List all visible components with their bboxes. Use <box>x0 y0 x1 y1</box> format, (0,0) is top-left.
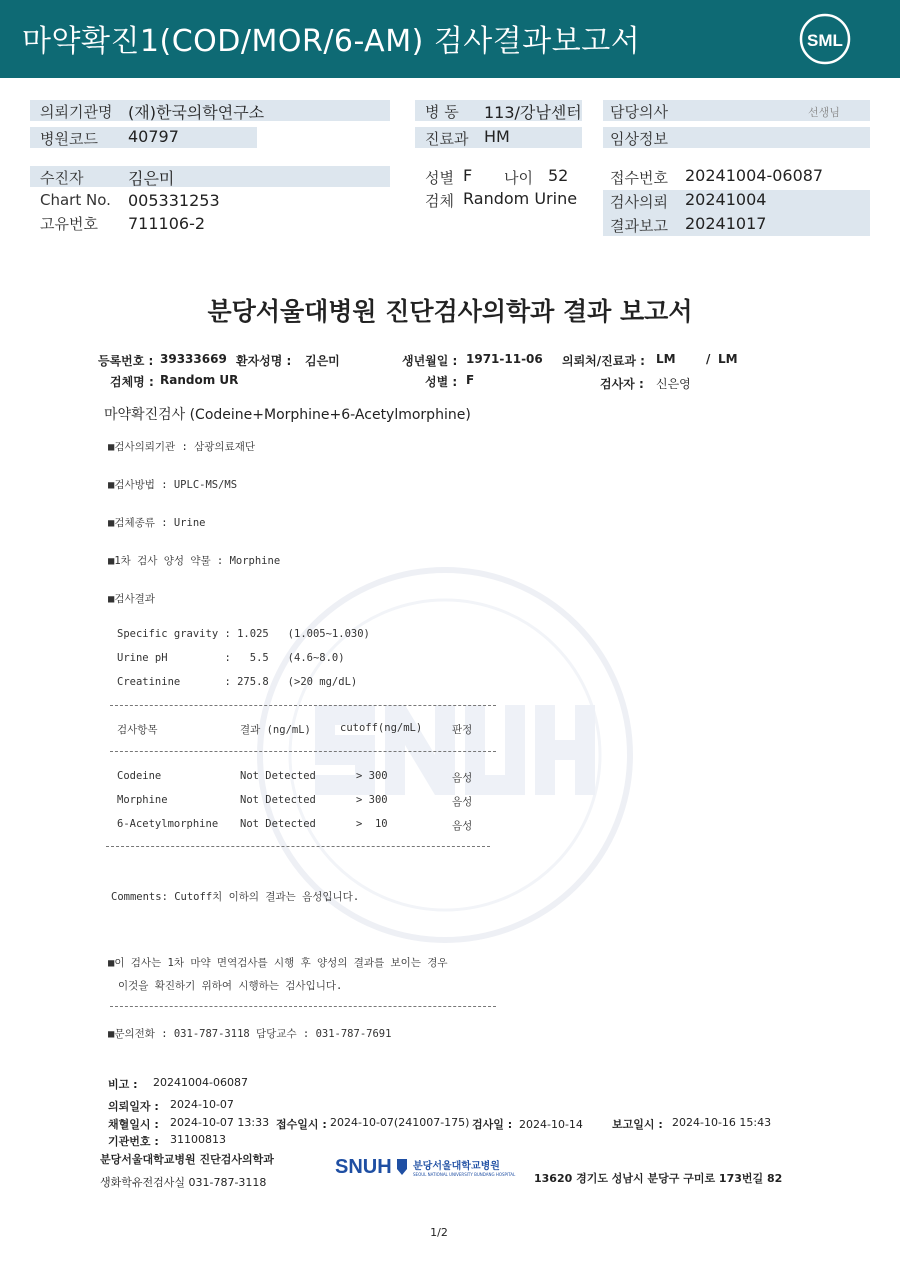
department-value: HM <box>484 127 510 146</box>
doctor-suffix: 선생님 <box>808 106 840 119</box>
table-row-result: Not Detected <box>240 770 316 782</box>
divider <box>106 846 490 847</box>
divider <box>110 705 496 706</box>
line-method: ■검사방법 : UPLC-MS/MS <box>108 479 238 491</box>
table-row-result: Not Detected <box>240 794 316 806</box>
snuh-name: 분당서울대학교병원 <box>413 1161 500 1172</box>
test-name: 마약확진검사 (Codeine+Morphine+6-Acetylmorphine) <box>104 407 471 423</box>
examiner-value: 신은영 <box>656 377 691 391</box>
table-row-judge: 음성 <box>452 796 473 808</box>
col-judge-header: 판정 <box>452 724 473 736</box>
institution-label: 의뢰기관명 <box>40 103 113 121</box>
col-result-header: 결과 (ng/mL) <box>240 724 311 736</box>
line-creatinine: Creatinine : 275.8 (>20 mg/dL) <box>117 676 358 688</box>
report-time-label: 보고일시 : <box>612 1118 663 1131</box>
dept-value-2: LM <box>718 352 738 366</box>
divider <box>110 1006 496 1007</box>
note-line-2: 이것을 확진하기 위하여 시행하는 검사입니다. <box>118 980 343 992</box>
sml-logo-text: SML <box>807 31 843 50</box>
dept-value-1: LM <box>656 352 676 366</box>
specimen-name-label: 검체명 : <box>110 375 154 389</box>
divider <box>110 751 496 752</box>
specimen-name-value: Random UR <box>160 373 239 387</box>
table-row-result: Not Detected <box>240 818 316 830</box>
hospital-seal-watermark <box>255 565 635 945</box>
table-row-judge: 음성 <box>452 820 473 832</box>
inst-no-label: 기관번호 : <box>108 1135 159 1148</box>
address: 13620 경기도 성남시 분당구 구미로 173번길 82 <box>534 1172 783 1185</box>
specimen-label: 검체 <box>425 192 454 210</box>
report-time-value: 2024-10-16 15:43 <box>672 1116 772 1129</box>
col-item-header: 검사항목 <box>117 724 158 736</box>
snuh-logo <box>335 1156 516 1184</box>
chart-value: 005331253 <box>128 191 220 210</box>
comments: Comments: Cutoff치 이하의 결과는 음성입니다. <box>111 891 360 903</box>
dept-label: 의뢰처/진료과 : <box>562 354 645 368</box>
doctor-label: 담당의사 <box>610 103 668 121</box>
unique-value: 711106-2 <box>128 214 206 233</box>
lab-phone: 생화학유전검사실 031-787-3118 <box>100 1176 267 1189</box>
hospital-code-label: 병원코드 <box>40 130 98 148</box>
reg-no-label: 등록번호 : <box>98 354 154 368</box>
collect-label: 채혈일시 : <box>108 1118 159 1131</box>
table-row-cutoff: > 10 <box>356 818 388 830</box>
remark-label: 비고 : <box>108 1078 138 1091</box>
remark-value: 20241004-06087 <box>153 1076 248 1089</box>
clinical-label: 임상정보 <box>610 130 668 148</box>
shield-icon <box>396 1158 408 1176</box>
collect-value: 2024-10-07 13:33 <box>170 1116 270 1129</box>
table-row-judge: 음성 <box>452 772 473 784</box>
contact-line: ■문의전화 : 031-787-3118 담당교수 : 031-787-7691 <box>108 1028 392 1040</box>
sex-label: 성별 <box>425 169 454 187</box>
dob-label: 생년월일 : <box>402 354 458 368</box>
line-result-heading: ■검사결과 <box>108 593 155 605</box>
specimen-value: Random Urine <box>463 189 578 208</box>
table-row-cutoff: > 300 <box>356 794 388 806</box>
col-cutoff-header: cutoff(ng/mL) <box>340 722 423 734</box>
report-date-label: 결과보고 <box>610 217 668 235</box>
receipt-label: 접수번호 <box>610 169 668 187</box>
ward-value: 113/강남센터 <box>484 103 582 122</box>
examiner-label: 검사자 : <box>600 377 644 391</box>
department-label: 진료과 <box>425 130 469 148</box>
table-row-item: 6-Acetylmorphine <box>117 818 219 830</box>
receive-label: 접수일시 : <box>276 1118 327 1131</box>
receive-value: 2024-10-07(241007-175) <box>330 1116 470 1129</box>
dept-separator: / <box>706 352 711 366</box>
table-row-cutoff: > 300 <box>356 770 388 782</box>
patient-label: 수진자 <box>40 169 84 187</box>
table-row-item: Morphine <box>117 794 168 806</box>
chart-label: Chart No. <box>40 191 111 209</box>
line-specific-gravity: Specific gravity : 1.025 (1.005~1.030) <box>117 628 370 640</box>
hospital-code-value: 40797 <box>128 127 179 146</box>
age-label: 나이 <box>504 169 533 187</box>
patient-name-label: 환자성명 : <box>236 354 292 368</box>
sml-logo <box>798 12 852 66</box>
snuh-logo-text: SNUH <box>335 1156 392 1178</box>
receipt-value: 20241004-06087 <box>685 166 824 185</box>
exam-value: 2024-10-14 <box>519 1118 583 1131</box>
patient-value: 김은미 <box>128 169 175 188</box>
line-first-drug: ■1차 검사 양성 약물 : Morphine <box>108 555 281 567</box>
inst-no-value: 31100813 <box>170 1133 226 1146</box>
age-value: 52 <box>548 166 569 185</box>
request-value: 20241004 <box>685 190 767 209</box>
line-specimen-type: ■검체종류 : Urine <box>108 517 206 529</box>
report-sex-label: 성별 : <box>425 375 458 389</box>
unique-label: 고유번호 <box>40 215 98 233</box>
exam-label: 검사일 : <box>472 1118 513 1131</box>
line-urine-ph: Urine pH : 5.5 (4.6~8.0) <box>117 652 345 664</box>
page-number: 1/2 <box>430 1226 448 1239</box>
dept-name: 분당서울대학교병원 진단검사의학과 <box>100 1153 274 1166</box>
line-lab: ■검사의뢰기관 : 삼광의료재단 <box>108 441 256 453</box>
patient-name-value: 김은미 <box>305 354 340 368</box>
sex-value: F <box>463 166 473 185</box>
note-line-1: ■이 검사는 1차 마약 면역검사를 시행 후 양성의 결과를 보이는 경우 <box>108 957 448 969</box>
reg-no-value: 39333669 <box>160 352 227 366</box>
request-date-label: 의뢰일자 : <box>108 1100 159 1113</box>
page-title: 마약확진1(COD/MOR/6-AM) 검사결과보고서 <box>22 24 641 59</box>
institution-value: (재)한국의학연구소 <box>128 103 265 122</box>
report-title: 분당서울대병원 진단검사의학과 결과 보고서 <box>207 297 693 326</box>
table-row-item: Codeine <box>117 770 162 782</box>
snuh-name-en: SEOUL NATIONAL UNIVERSITY BUNDANG HOSPITAL <box>413 1172 516 1177</box>
request-date-value: 2024-10-07 <box>170 1098 234 1111</box>
ward-label: 병 동 <box>425 103 459 121</box>
report-date-value: 20241017 <box>685 214 767 233</box>
request-label: 검사의뢰 <box>610 193 668 211</box>
dob-value: 1971-11-06 <box>466 352 543 366</box>
report-sex-value: F <box>466 373 475 387</box>
report-header <box>0 0 900 78</box>
